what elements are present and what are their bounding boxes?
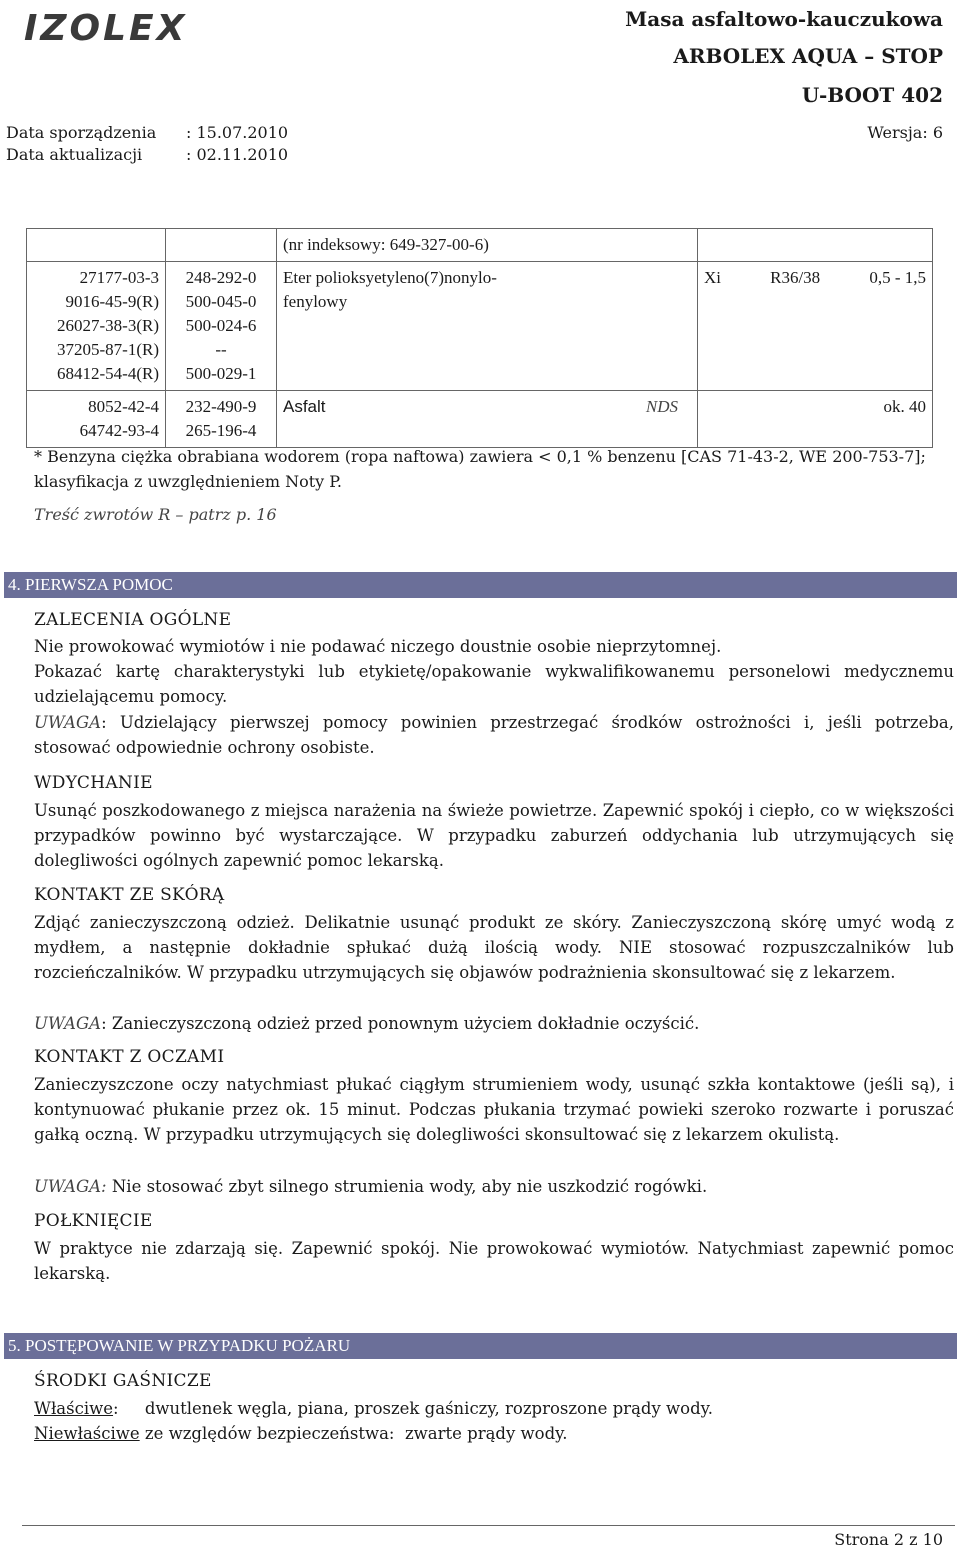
version-label: Wersja: 6 <box>867 123 943 142</box>
footer-divider <box>22 1525 955 1526</box>
classification <box>698 262 933 391</box>
we-numbers: 232-490-9 265-196-4 <box>166 391 277 448</box>
skin-heading: KONTAKT ZE SKÓRĄ <box>34 885 225 905</box>
eyes-text: Zanieczyszczone oczy natychmiast płukać ciągłym strumieniem wody, usunąć szkła kontaktowe (jeśli są), i kontynuować płukanie przez ok. 15 minut. Podczas płukania trzymać powieki szeroko rozwarte i poruszać gałką oczną. W przypadku utrzymujących się dolegliwości skonsultować się z lekarzem okulistą. <box>34 1075 954 1144</box>
page-number: Strona 2 z 10 <box>834 1530 943 1549</box>
general-text-1: Nie prowokować wymiotów i nie podawać niczego doustnie osobie nieprzytomnej. <box>34 637 722 656</box>
creation-date-label: Data sporządzenia <box>6 123 157 142</box>
concentration: ok. 40 <box>698 391 933 448</box>
concentration: 0,5 - 1,5 <box>869 268 926 287</box>
update-date-label: Data aktualizacji <box>6 145 143 164</box>
r-phrases-note: Treść zwrotów R – patrz p. 16 <box>34 505 277 524</box>
index-number: (nr indeksowy: 649-327-00-6) <box>277 229 698 262</box>
skin-text: Zdjąć zanieczyszczoną odzież. Delikatnie usunąć produkt ze skóry. Zanieczyszczoną skórę umyć wodą z mydłem, a następnie dokładnie spłukać dużą ilością wody. NIE stosować rozpuszczalników lub rozcieńczalników. W przypadku utrzymujących się objawów podrażnienia skonsultować się z lekarzem. <box>34 913 954 982</box>
warning-label: UWAGA <box>34 1014 102 1033</box>
swallow-heading: POŁKNIĘCIE <box>34 1211 153 1231</box>
warning-label: UWAGA: <box>34 1177 107 1196</box>
general-text-2: Pokazać kartę charakterystyki lub etykietę/opakowanie wykwalifikowanemu personelowi medycznemu udzielającemu pomocy. <box>34 662 954 706</box>
composition-table <box>26 228 933 448</box>
inhalation-text: Usunąć poszkodowanego z miejsca narażenia na świeże powietrze. Zapewnić spokój i ciepło, co w większości przypadków powinno być wystarczające. W przypadku zaburzeń oddychania lub utrzymujących się dolegliwości ogólnych zapewnić pomoc lekarską. <box>34 801 954 870</box>
update-date <box>6 145 288 164</box>
skin-warning: UWAGA: Zanieczyszczoną odzież przed ponownym użyciem dokładnie oczyścić. <box>34 1014 700 1033</box>
general-heading: ZALECENIA OGÓLNE <box>34 610 232 630</box>
substance-name: Eter polioksyetyleno(7)nonylo-fenylowy <box>277 262 698 391</box>
swallow-text: W praktyce nie zdarzają się. Zapewnić spokój. Nie prowokować wymiotów. Natychmiast zapewnić pomoc lekarską. <box>34 1239 954 1283</box>
unsuitable-label: Niewłaściwe <box>34 1424 140 1443</box>
eyes-heading: KONTAKT Z OCZAMI <box>34 1047 225 1067</box>
logo-text: IZOLEX <box>24 8 188 49</box>
product-name-line2: ARBOLEX AQUA – STOP <box>673 44 943 68</box>
substance-name: Asfalt NDS <box>277 391 698 448</box>
eyes-warning: UWAGA: Nie stosować zbyt silnego strumienia wody, aby nie uszkodzić rogówki. <box>34 1177 708 1196</box>
suitable-label: Właściwe <box>34 1399 114 1418</box>
nds-label: NDS <box>645 397 678 416</box>
warning-label: UWAGA <box>34 713 102 732</box>
product-code: U-BOOT 402 <box>801 83 943 107</box>
benzyna-note: * Benzyna ciężka obrabiana wodorem (ropa naftowa) zawiera < 0,1 % benzenu [CAS 71-43-2, WE 200-753-7]; klasyfikacja z uwzględnieniem Noty P. <box>34 447 926 491</box>
table-row <box>27 229 933 262</box>
section-5-title: 5. POSTĘPOWANIE W PRZYPADKU POŻARU <box>4 1333 957 1359</box>
inhalation-heading: WDYCHANIE <box>34 773 153 793</box>
creation-date <box>6 123 288 142</box>
section-4-title: 4. PIERWSZA POMOC <box>4 572 957 598</box>
update-date-value: : 02.11.2010 <box>186 145 289 164</box>
general-warning: UWAGA: Udzielający pierwszej pomocy powinien przestrzegać środków ostrożności i, jeśli potrzeba, stosować odpowiednie ochrony osobiste. <box>34 713 954 757</box>
we-numbers: 248-292-0 500-045-0 500-024-6 -- 500-029-1 <box>166 262 277 391</box>
suitable-media: Właściwe: dwutlenek węgla, piana, proszek gaśniczy, rozproszone prądy wody. <box>34 1399 714 1418</box>
table-row <box>27 262 933 391</box>
cas-numbers: 27177-03-3 9016-45-9(R) 26027-38-3(R) 37205-87-1(R) 68412-54-4(R) <box>27 262 166 391</box>
creation-date-value: : 15.07.2010 <box>186 123 289 142</box>
risk-phrase: R36/38 <box>770 268 821 287</box>
extinguishing-heading: ŚRODKI GAŚNICZE <box>34 1371 212 1391</box>
unsuitable-media: Niewłaściwe ze względów bezpieczeństwa: zwarte prądy wody. <box>34 1424 568 1443</box>
product-name-line1: Masa asfaltowo-kauczukowa <box>625 7 943 31</box>
table-row <box>27 391 933 448</box>
hazard-symbol: Xi <box>704 268 721 287</box>
cas-numbers: 8052-42-4 64742-93-4 <box>27 391 166 448</box>
company-logo <box>24 8 187 49</box>
